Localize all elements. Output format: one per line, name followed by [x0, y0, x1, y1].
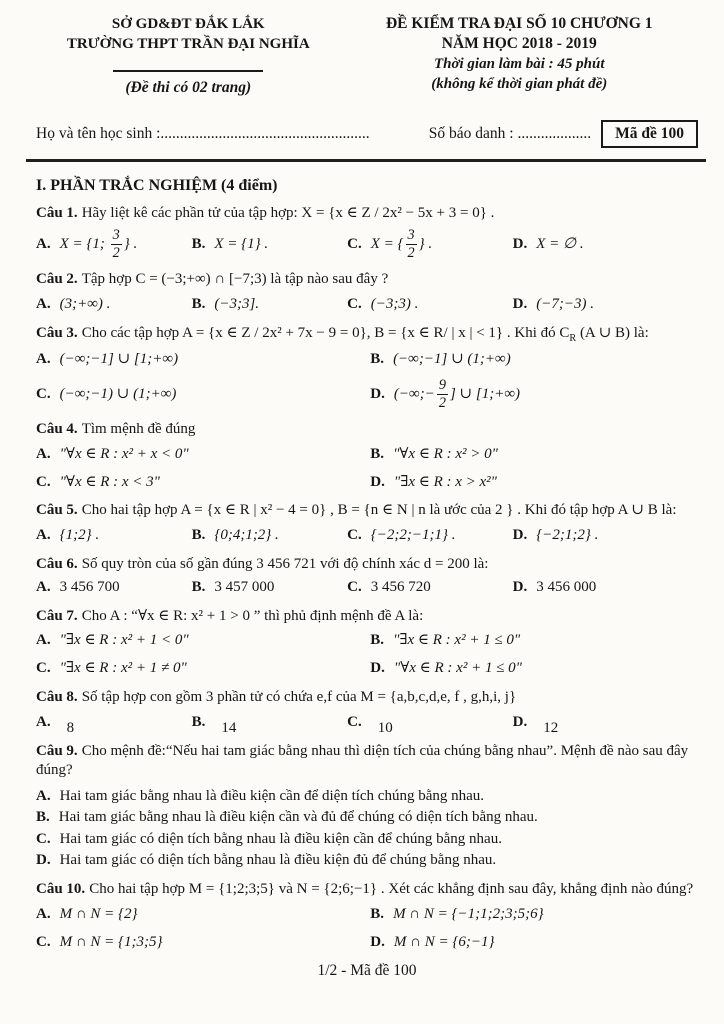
options-list: [36, 786, 698, 871]
option-key: C.: [347, 578, 362, 595]
option-a: [36, 526, 192, 546]
options-row: [36, 713, 698, 736]
question-5: [36, 501, 698, 546]
question-stem: Số tập hợp con gồm 3 phần tử có chứa e,f của M = {a,b,c,d,e, f , g,h,i, j}: [81, 688, 517, 705]
option-key: B.: [191, 527, 206, 544]
option-text: "∃x ∈ R : x² + 1 < 0": [59, 632, 189, 649]
option-key: C.: [347, 713, 362, 730]
question-label: Câu 7.: [36, 607, 78, 624]
option-text: "∃x ∈ R : x > x²": [393, 473, 497, 490]
option-text: 3 456 000: [536, 578, 597, 595]
option-key: B.: [370, 351, 385, 368]
exam-code-badge: Mã đề 100: [601, 120, 698, 148]
option-key: C.: [36, 473, 51, 490]
option-d: [513, 526, 698, 546]
option-text: {0;4;1;2} .: [214, 527, 279, 544]
options-grid: [36, 445, 698, 493]
option-a: [36, 713, 192, 736]
option-text: Hai tam giác bằng nhau là điều kiện cần và đủ để chúng có diện tích bằng nhau.: [58, 809, 538, 826]
question-label: Câu 5.: [36, 502, 78, 519]
question-stem: Cho A : “∀x ∈ R: x² + 1 > 0 ” thì phủ định mệnh đề A là:: [81, 607, 424, 624]
option-d: [513, 235, 698, 255]
option-key: B.: [191, 713, 206, 730]
option-a: [36, 905, 370, 925]
option-text: "∃x ∈ R : x² + 1 ≤ 0": [393, 632, 521, 649]
page-header: [36, 14, 698, 97]
option-key: B.: [191, 578, 206, 595]
option-text: "∀x ∈ R : x < 3": [59, 473, 160, 490]
option-key: A.: [36, 906, 51, 923]
option-d: [370, 659, 698, 679]
option-key: A.: [36, 578, 51, 595]
school-name: TRƯỜNG THPT TRẦN ĐẠI NGHĨA: [66, 36, 310, 53]
option-key: D.: [512, 235, 528, 252]
question-2: [36, 270, 698, 315]
option-text: (−∞;−1) ∪ (1;+∞): [59, 385, 177, 402]
question-label: Câu 1.: [36, 204, 78, 221]
option-key: C.: [36, 933, 51, 950]
option-key: C.: [347, 236, 362, 253]
option-key: B.: [191, 296, 206, 312]
option-text: X = ∅ .: [536, 235, 584, 252]
option-d: [513, 295, 698, 315]
options-row: [36, 228, 698, 261]
option-key: A.: [36, 351, 51, 368]
question-label: Câu 8.: [36, 688, 78, 705]
question-stem: Cho mệnh đề:“Nếu hai tam giác bằng nhau thì diện tích của chúng bằng nhau”. Mệnh đề nào sau đây đúng?: [36, 742, 689, 779]
question-label: Câu 10.: [36, 881, 86, 898]
option-key: C.: [36, 385, 51, 402]
student-info-row: [36, 120, 698, 148]
option-text: "∀x ∈ R : x² > 0": [393, 445, 498, 462]
option-c: [36, 829, 698, 850]
question-8: [36, 688, 698, 736]
option-text: (−7;−3) .: [536, 296, 594, 312]
option-d: [36, 850, 698, 871]
option-b: [192, 578, 348, 598]
option-key: C.: [347, 527, 362, 544]
option-key: D.: [370, 660, 385, 677]
option-key: A.: [36, 445, 51, 462]
option-text: {−2;2;−1;1} .: [370, 527, 456, 544]
school-year: NĂM HỌC 2018 - 2019: [441, 35, 597, 53]
question-6: [36, 555, 698, 598]
section-title: I. PHẦN TRẮC NGHIỆM (4 điểm): [36, 176, 278, 194]
question-label: Câu 2.: [36, 271, 78, 288]
question-stem: Cho hai tập hợp A = {x ∈ R | x² − 4 = 0} , B = {n ∈ N | n là ước của 2 } . Khi đó tập hợp A ∪ B là:: [81, 502, 677, 519]
option-text: "∃x ∈ R : x² + 1 ≠ 0": [59, 660, 187, 677]
options-grid: [36, 905, 698, 953]
option-key: D.: [512, 527, 528, 544]
question-label: Câu 9.: [36, 742, 78, 759]
option-text: "∀x ∈ R : x² + x < 0": [59, 445, 189, 462]
option-text: (3;+∞) .: [59, 296, 111, 312]
option-text: {−2;1;2} .: [536, 527, 599, 544]
option-c: [347, 713, 513, 736]
question-stem: Số quy tròn của số gần đúng 3 456 721 với độ chính xác d = 200 là:: [81, 555, 489, 572]
option-text: X = {1; $\frac{3}{2}$ } .: [59, 227, 138, 262]
option-c: [347, 228, 513, 261]
option-d: [513, 578, 698, 598]
option-text: 3 456 720: [370, 578, 431, 595]
header-rule: [26, 159, 706, 162]
question-stem: Cho các tập hợp A = {x ∈ Z / 2x² + 7x − 9 = 0}, B = {x ∈ R/ | x | < 1} . Khi đó $C_R$ (A ∪ B) là:: [81, 324, 649, 344]
option-d: [370, 933, 698, 953]
option-c: [36, 659, 370, 679]
option-b: [370, 445, 698, 465]
option-key: D.: [36, 852, 51, 868]
question-stem: Hãy liệt kê các phần tử của tập hợp: X = {x ∈ Z / 2x² − 5x + 3 = 0} .: [81, 204, 495, 221]
question-4: [36, 420, 698, 492]
option-key: D.: [370, 473, 385, 490]
option-text: 10: [377, 719, 393, 736]
pages-note: (Đề thi có 02 trang): [125, 78, 252, 96]
option-b: [192, 295, 348, 315]
option-c: [347, 578, 513, 598]
option-text: M ∩ N = {2}: [59, 906, 138, 923]
option-a: [36, 578, 192, 598]
option-text: "∀x ∈ R : x² + 1 ≤ 0": [393, 660, 522, 677]
option-c: [36, 473, 370, 493]
option-key: B.: [370, 632, 385, 649]
exam-title: ĐỀ KIỂM TRA ĐẠI SỐ 10 CHƯƠNG 1: [385, 15, 653, 32]
option-key: B.: [370, 906, 385, 923]
option-key: D.: [512, 578, 528, 595]
department-name: SỞ GD&ĐT ĐẮK LẮK: [111, 16, 265, 32]
options-row: [36, 578, 698, 598]
option-d: [370, 473, 698, 493]
header-right: [341, 14, 698, 97]
option-text: Hai tam giác có diện tích bằng nhau là điều kiện cần để chúng bằng nhau.: [59, 830, 502, 847]
option-text: 3 456 700: [59, 578, 120, 595]
question-9: [36, 742, 698, 872]
option-a: [36, 445, 370, 465]
option-key: D.: [370, 385, 385, 402]
option-text: (−3;3].: [214, 296, 260, 312]
header-left: [36, 14, 341, 97]
header-divider: [113, 70, 263, 72]
option-text: M ∩ N = {6;−1}: [393, 933, 495, 950]
question-stem: Tìm mệnh đề đúng: [81, 420, 196, 437]
option-c: [347, 526, 513, 546]
option-c: [36, 385, 370, 405]
option-text: M ∩ N = {−1;1;2;3;5;6}: [393, 906, 544, 923]
option-b: [36, 807, 698, 828]
option-text: M ∩ N = {1;3;5}: [59, 933, 163, 950]
question-label: Câu 4.: [36, 420, 78, 437]
option-key: D.: [512, 296, 528, 312]
option-key: D.: [512, 713, 528, 730]
option-d: [512, 713, 698, 736]
option-text: (−∞;−1] ∪ [1;+∞): [59, 351, 179, 368]
question-10: [36, 880, 698, 952]
option-b: [370, 905, 698, 925]
student-name-field: Họ và tên học sinh :......................................................: [36, 124, 370, 142]
option-text: X = { $\frac{3}{2}$ } .: [370, 227, 433, 262]
option-key: A.: [36, 788, 51, 805]
option-text: X = {1} .: [214, 235, 269, 252]
option-key: A.: [36, 527, 51, 544]
option-key: A.: [36, 296, 51, 312]
option-d: [370, 378, 698, 411]
question-7: [36, 607, 698, 679]
option-key: A.: [36, 632, 51, 649]
option-c: [36, 933, 370, 953]
option-a: [36, 295, 192, 315]
option-text: Hai tam giác bằng nhau là điều kiện cần để diện tích chúng bằng nhau.: [59, 788, 485, 805]
option-key: B.: [370, 445, 385, 462]
option-c: [347, 295, 513, 315]
options-row: [36, 295, 698, 315]
option-text: (−∞;−1] ∪ (1;+∞): [393, 351, 511, 368]
page-footer: 1/2 - Mã đề 100: [317, 961, 417, 979]
option-text: 12: [543, 719, 559, 736]
option-text: Hai tam giác có diện tích bằng nhau là điều kiện đủ để chúng bằng nhau.: [59, 852, 497, 868]
option-b: [370, 631, 698, 651]
option-key: C.: [36, 830, 51, 847]
option-text: (−3;3) .: [370, 296, 419, 312]
option-key: B.: [191, 235, 206, 252]
question-label: Câu 6.: [36, 555, 78, 572]
question-stem: Tập hợp C = (−3;+∞) ∩ [−7;3) là tập nào sau đây ?: [81, 271, 389, 288]
option-key: C.: [347, 296, 362, 312]
option-a: [36, 631, 370, 651]
option-b: [192, 235, 348, 255]
duration-note: Thời gian làm bài : 45 phút: [433, 55, 605, 72]
question-3: [36, 324, 698, 411]
option-b: [192, 526, 348, 546]
option-key: A.: [36, 713, 51, 730]
option-b: [191, 713, 348, 736]
duration-subnote: (không kể thời gian phát đề): [431, 75, 608, 92]
option-a: [36, 786, 698, 807]
question-label: Câu 3.: [36, 324, 78, 341]
question-stem: Cho hai tập hợp M = {1;2;3;5} và N = {2;6;−1} . Xét các khẳng định sau đây, khẳng định nào đúng?: [89, 881, 694, 898]
options-grid: [36, 631, 698, 679]
option-key: D.: [370, 933, 385, 950]
question-1: [36, 204, 698, 262]
option-key: C.: [36, 660, 51, 677]
option-key: A.: [36, 236, 51, 253]
options-row: [36, 526, 698, 546]
student-id-field: Số báo danh : ...................: [428, 124, 592, 142]
option-text: 3 457 000: [214, 578, 275, 595]
option-text: 14: [221, 719, 237, 736]
option-text: 8: [66, 719, 75, 736]
option-text: {1;2} .: [59, 527, 100, 544]
option-key: B.: [36, 809, 50, 826]
option-text: (−∞;− $\frac{9}{2}$ ] ∪ [1;+∞): [393, 377, 521, 411]
option-a: [36, 350, 370, 370]
option-b: [370, 350, 698, 370]
option-a: [36, 228, 192, 261]
options-grid: [36, 350, 698, 411]
